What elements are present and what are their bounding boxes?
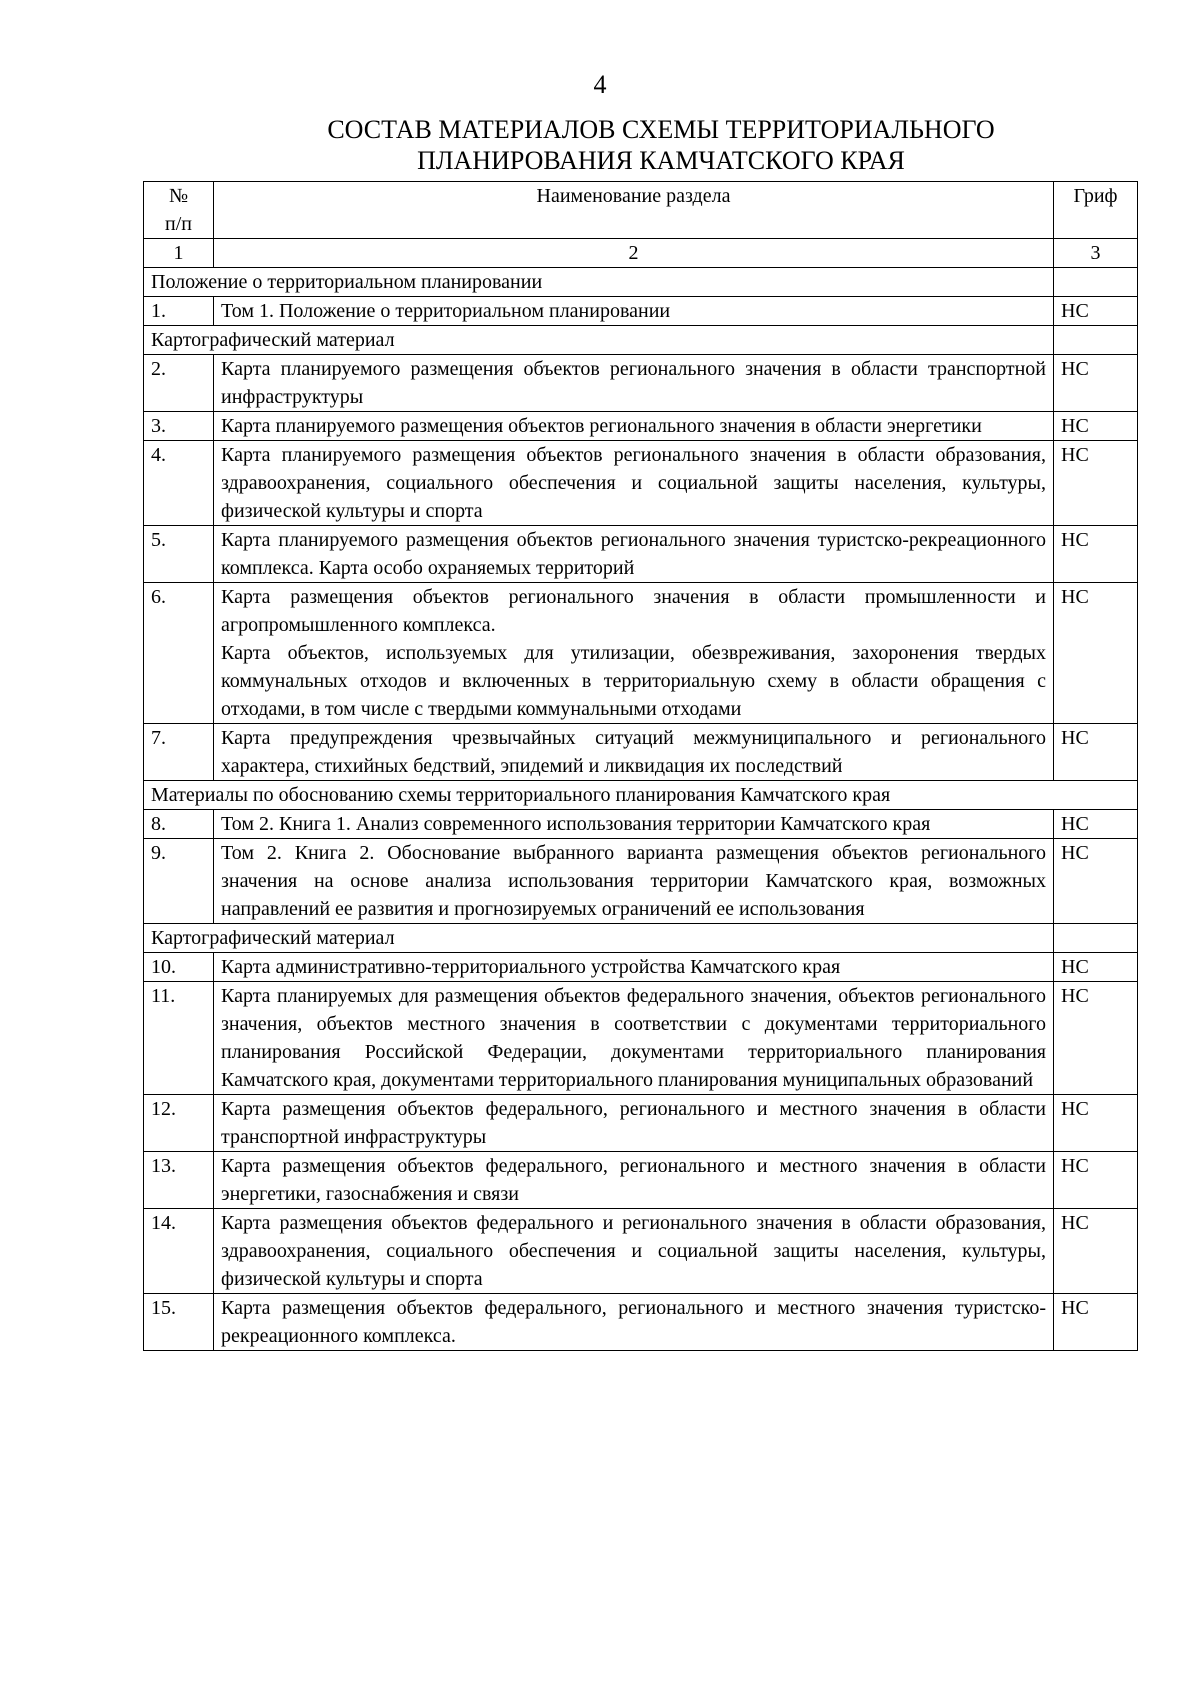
row-text: Том 2. Книга 2. Обоснование выбранного варианта размещения объектов регионального значения на основе анализа использования территории Камчатского края, возможных направлений ее развития и прогнозируемых ограничений ее использования	[221, 842, 1046, 920]
section-row	[144, 326, 1138, 355]
header-number	[144, 182, 214, 239]
row-section-name	[214, 724, 1054, 781]
row-section-name	[214, 1152, 1054, 1209]
row-text: Карта размещения объектов федерального, регионального и местного значения в области транспортной инфраструктуры	[221, 1098, 1046, 1148]
row-grif: НС	[1054, 724, 1138, 781]
table-row	[144, 355, 1138, 412]
row-text: Карта размещения объектов регионального значения в области промышленности и агропромышленного комплекса.	[221, 586, 1046, 636]
row-grif: НС	[1054, 1152, 1138, 1209]
table-row	[144, 441, 1138, 526]
section-title: Картографический материал	[144, 326, 1054, 355]
section-grif-empty	[1054, 924, 1138, 953]
row-text: Карта планируемого размещения объектов регионального значения в области образования, здравоохранения, социального обеспечения и социальной защиты населения, культуры, физической культуры и спорта	[221, 444, 1046, 522]
document-title	[216, 114, 1106, 176]
section-title: Материалы по обоснованию схемы территориального планирования Камчатского края	[144, 781, 1138, 810]
row-grif: НС	[1054, 953, 1138, 982]
row-number: 12.	[144, 1095, 214, 1152]
row-grif: НС	[1054, 412, 1138, 441]
row-text: Карта планируемого размещения объектов регионального значения туристско-рекреационного комплекса. Карта особо охраняемых территорий	[221, 529, 1046, 579]
column-numbers-row	[144, 239, 1138, 268]
row-number: 1.	[144, 297, 214, 326]
row-number: 4.	[144, 441, 214, 526]
row-grif: НС	[1054, 355, 1138, 412]
contents-table	[143, 181, 1138, 1351]
row-grif: НС	[1054, 526, 1138, 583]
row-number: 13.	[144, 1152, 214, 1209]
row-number: 7.	[144, 724, 214, 781]
row-text: Том 2. Книга 1. Анализ современного использования территории Камчатского края	[221, 813, 931, 835]
table-row	[144, 412, 1138, 441]
table-row	[144, 297, 1138, 326]
row-text: Карта предупреждения чрезвычайных ситуаций межмуниципального и регионального характера, стихийных бедствий, эпидемий и ликвидация их последствий	[221, 727, 1046, 777]
column-number-2: 2	[214, 239, 1054, 268]
row-section-name	[214, 1209, 1054, 1294]
row-number: 9.	[144, 839, 214, 924]
contents-body	[144, 268, 1138, 1351]
row-section-name	[214, 441, 1054, 526]
row-text: Карта размещения объектов федерального и регионального значения в области образования, здравоохранения, социального обеспечения и социальной защиты населения, культуры, физической культуры и спорта	[221, 1212, 1046, 1290]
row-section-name	[214, 297, 1054, 326]
row-grif: НС	[1054, 1294, 1138, 1351]
section-row	[144, 924, 1138, 953]
header-number-symbol: №	[168, 185, 189, 207]
column-number-3: 3	[1054, 239, 1138, 268]
row-text: Карта планируемых для размещения объектов федерального значения, объектов регионального значения, объектов местного значения в соответствии с документами территориального планирования Российской Федерации, документами территориального планирования Камчатского края, документами территориального планирования муниципальных образований	[221, 985, 1046, 1091]
row-section-name	[214, 526, 1054, 583]
table-row	[144, 1294, 1138, 1351]
row-grif: НС	[1054, 441, 1138, 526]
table-row	[144, 1095, 1138, 1152]
row-section-name	[214, 1294, 1054, 1351]
table-row	[144, 810, 1138, 839]
row-text-continued: Карта объектов, используемых для утилизации, обезвреживания, захоронения твердых коммунальных отходов и включенных в территориальную схему в области обращения с отходами, в том числе с твердыми коммунальными отходами	[221, 642, 1046, 720]
section-row	[144, 781, 1138, 810]
row-section-name	[214, 583, 1054, 724]
table-row	[144, 526, 1138, 583]
column-number-1: 1	[144, 239, 214, 268]
row-number: 15.	[144, 1294, 214, 1351]
row-section-name	[214, 839, 1054, 924]
row-text: Том 1. Положение о территориальном планировании	[221, 300, 671, 322]
table-row	[144, 583, 1138, 724]
table-row	[144, 1209, 1138, 1294]
section-title: Картографический материал	[144, 924, 1054, 953]
row-section-name	[214, 412, 1054, 441]
row-number: 5.	[144, 526, 214, 583]
section-row	[144, 268, 1138, 297]
row-text: Карта планируемого размещения объектов регионального значения в области транспортной инфраструктуры	[221, 358, 1046, 408]
row-grif: НС	[1054, 1095, 1138, 1152]
table-row	[144, 982, 1138, 1095]
table-row	[144, 953, 1138, 982]
page-number: 4	[593, 70, 607, 99]
row-number: 6.	[144, 583, 214, 724]
table-row	[144, 1152, 1138, 1209]
row-number: 11.	[144, 982, 214, 1095]
row-grif: НС	[1054, 1209, 1138, 1294]
table-header-row	[144, 182, 1138, 239]
row-text: Карта размещения объектов федерального, регионального и местного значения туристско-рекреационного комплекса.	[221, 1297, 1046, 1347]
document-title-line-2: ПЛАНИРОВАНИЯ КАМЧАТСКОГО КРАЯ	[417, 146, 905, 175]
section-grif-empty	[1054, 326, 1138, 355]
row-grif: НС	[1054, 839, 1138, 924]
row-grif: НС	[1054, 297, 1138, 326]
row-grif: НС	[1054, 982, 1138, 1095]
row-grif: НС	[1054, 583, 1138, 724]
document-title-line-1: СОСТАВ МАТЕРИАЛОВ СХЕМЫ ТЕРРИТОРИАЛЬНОГО	[327, 115, 995, 144]
row-section-name	[214, 953, 1054, 982]
row-text: Карта административно-территориального устройства Камчатского края	[221, 956, 841, 978]
row-number: 3.	[144, 412, 214, 441]
header-section-name: Наименование раздела	[214, 182, 1054, 239]
row-section-name	[214, 355, 1054, 412]
row-grif: НС	[1054, 810, 1138, 839]
row-section-name	[214, 810, 1054, 839]
row-number: 8.	[144, 810, 214, 839]
row-section-name	[214, 982, 1054, 1095]
header-grif: Гриф	[1054, 182, 1138, 239]
table-row	[144, 724, 1138, 781]
header-number-abbrev: п/п	[165, 213, 192, 235]
row-number: 14.	[144, 1209, 214, 1294]
row-text: Карта планируемого размещения объектов регионального значения в области энергетики	[221, 415, 982, 437]
table-row	[144, 839, 1138, 924]
row-number: 10.	[144, 953, 214, 982]
row-section-name	[214, 1095, 1054, 1152]
section-grif-empty	[1054, 268, 1138, 297]
section-title: Положение о территориальном планировании	[144, 268, 1054, 297]
row-number: 2.	[144, 355, 214, 412]
row-text: Карта размещения объектов федерального, регионального и местного значения в области энергетики, газоснабжения и связи	[221, 1155, 1046, 1205]
